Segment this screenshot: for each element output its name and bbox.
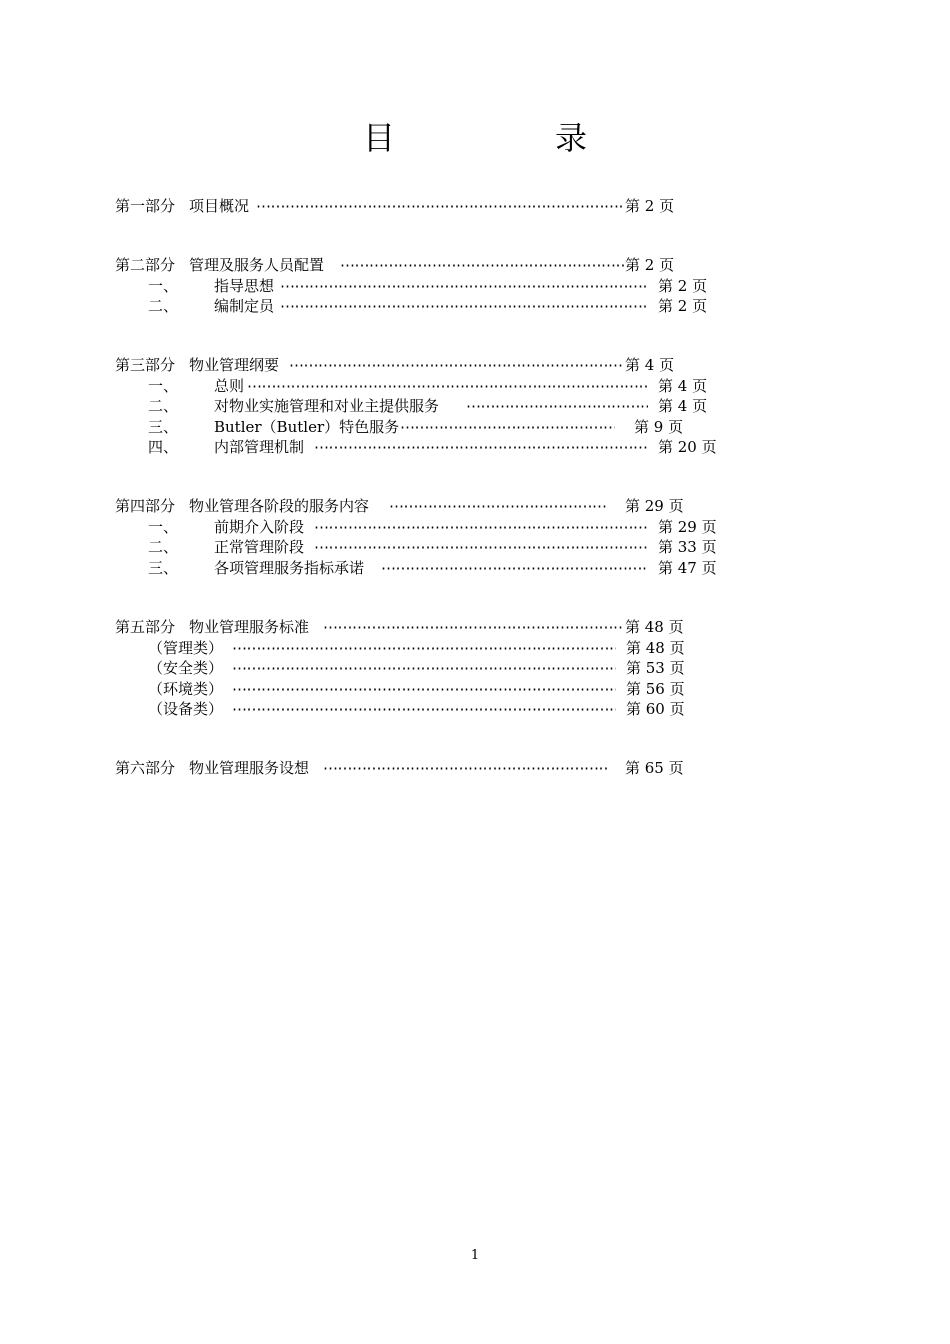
- toc-entry-number: 二、: [148, 397, 179, 415]
- toc-entry-number: 一、: [148, 376, 179, 395]
- toc-entry-page: 第 4 页: [658, 397, 708, 415]
- toc-entry[interactable]: [148, 276, 748, 297]
- toc-entry[interactable]: [115, 196, 715, 217]
- toc-entry-label: （管理类）: [148, 638, 224, 657]
- toc-entry-page: 第 2 页: [658, 297, 708, 315]
- toc-entry[interactable]: [148, 638, 748, 659]
- toc-entry-label: 物业管理服务标准: [189, 618, 310, 636]
- toc-entry-page: 第 4 页: [658, 376, 708, 395]
- toc-entry[interactable]: [115, 496, 715, 517]
- toc-entry[interactable]: [148, 558, 748, 579]
- toc-entry-page: 第 56 页: [626, 679, 685, 698]
- dot-leader: [256, 196, 624, 217]
- toc-entry-number: 三、: [148, 417, 179, 436]
- toc-entry-number: 第三部分: [115, 356, 176, 374]
- toc-entry-label: 总则: [214, 376, 245, 395]
- toc-entry-number: 第六部分: [115, 759, 176, 777]
- dot-leader: [314, 537, 648, 558]
- dot-leader: [280, 276, 648, 297]
- toc-entry-label: 对物业实施管理和对业主提供服务: [214, 397, 440, 415]
- toc-entry-page: 第 2 页: [658, 276, 708, 295]
- toc-entry[interactable]: [148, 296, 748, 317]
- toc-entry[interactable]: [148, 658, 748, 679]
- toc-entry[interactable]: [148, 517, 748, 538]
- dot-leader: [400, 417, 615, 438]
- toc-entry-number: 四、: [148, 438, 179, 456]
- toc-entry-page: 第 48 页: [626, 638, 685, 657]
- toc-entry[interactable]: [148, 679, 748, 700]
- toc-entry[interactable]: [148, 396, 748, 417]
- dot-leader: [280, 296, 648, 317]
- toc-entry-page: 第 9 页: [634, 417, 684, 436]
- dot-leader: [340, 255, 624, 276]
- dot-leader: [232, 638, 616, 659]
- toc-entry-label: 内部管理机制: [214, 438, 305, 456]
- dot-leader: [314, 437, 648, 458]
- toc-entry-page: 第 60 页: [626, 700, 685, 718]
- dot-leader: [323, 758, 607, 779]
- toc-entry-label: （设备类）: [148, 700, 224, 718]
- toc-entry-page: 第 48 页: [625, 618, 684, 636]
- toc-entry-page: 第 2 页: [625, 256, 675, 274]
- toc-entry-page: 第 53 页: [626, 659, 685, 677]
- dot-leader: [314, 517, 648, 538]
- toc-entry-label: 正常管理阶段: [214, 538, 305, 556]
- toc-entry-number: 第四部分: [115, 497, 176, 515]
- dot-leader: [323, 617, 624, 638]
- dot-leader: [389, 496, 607, 517]
- toc-entry[interactable]: [148, 417, 748, 438]
- dot-leader: [466, 396, 648, 417]
- toc-entry[interactable]: [115, 758, 715, 779]
- toc-entry-label: 指导思想: [214, 276, 275, 295]
- toc-entry-number: 第五部分: [115, 618, 176, 636]
- toc-entry-page: 第 4 页: [625, 356, 675, 374]
- toc-entry-page: 第 20 页: [658, 438, 717, 456]
- toc-entry-label: 物业管理服务设想: [189, 759, 310, 777]
- toc-entry-number: 三、: [148, 558, 179, 577]
- toc-entry-number: 第二部分: [115, 256, 176, 274]
- toc-entry-page: 第 29 页: [625, 497, 684, 515]
- toc-entry[interactable]: [115, 355, 715, 376]
- toc-entry-label: （安全类）: [148, 659, 224, 677]
- dot-leader: [232, 658, 616, 679]
- toc-entry[interactable]: [148, 699, 748, 720]
- toc-entry[interactable]: [115, 255, 715, 276]
- toc-entry-label: Butler（Butler）特色服务: [214, 417, 400, 436]
- toc-entry-number: 一、: [148, 517, 179, 536]
- toc-entry-label: 管理及服务人员配置: [189, 256, 325, 274]
- dot-leader: [232, 699, 616, 720]
- toc-entry-number: 二、: [148, 297, 179, 315]
- toc-entry-label: 物业管理纲要: [189, 356, 280, 374]
- toc-title: 目 录: [362, 119, 651, 157]
- toc-entry-label: 编制定员: [214, 297, 275, 315]
- dot-leader: [247, 376, 648, 397]
- toc-entry-number: 二、: [148, 538, 179, 556]
- toc-entry-page: 第 65 页: [625, 759, 684, 777]
- toc-entry-label: （环境类）: [148, 679, 224, 698]
- toc-entry[interactable]: [148, 376, 748, 397]
- toc-entry-label: 各项管理服务指标承诺: [214, 558, 365, 577]
- toc-entry-label: 物业管理各阶段的服务内容: [189, 497, 370, 515]
- toc-entry-label: 项目概况: [189, 197, 250, 215]
- toc-entry-number: 第一部分: [115, 197, 176, 215]
- dot-leader: [232, 679, 616, 700]
- footer-page-number: 1: [470, 1248, 480, 1263]
- toc-entry[interactable]: [148, 537, 748, 558]
- toc-entry-page: 第 29 页: [658, 517, 717, 536]
- toc-entry[interactable]: [148, 437, 748, 458]
- dot-leader: [381, 558, 648, 579]
- toc-entry-page: 第 47 页: [658, 558, 717, 577]
- toc-entry-label: 前期介入阶段: [214, 517, 305, 536]
- toc-entry[interactable]: [115, 617, 715, 638]
- toc-entry-page: 第 2 页: [625, 197, 675, 215]
- toc-entry-number: 一、: [148, 276, 179, 295]
- toc-entry-page: 第 33 页: [658, 538, 717, 556]
- dot-leader: [289, 355, 624, 376]
